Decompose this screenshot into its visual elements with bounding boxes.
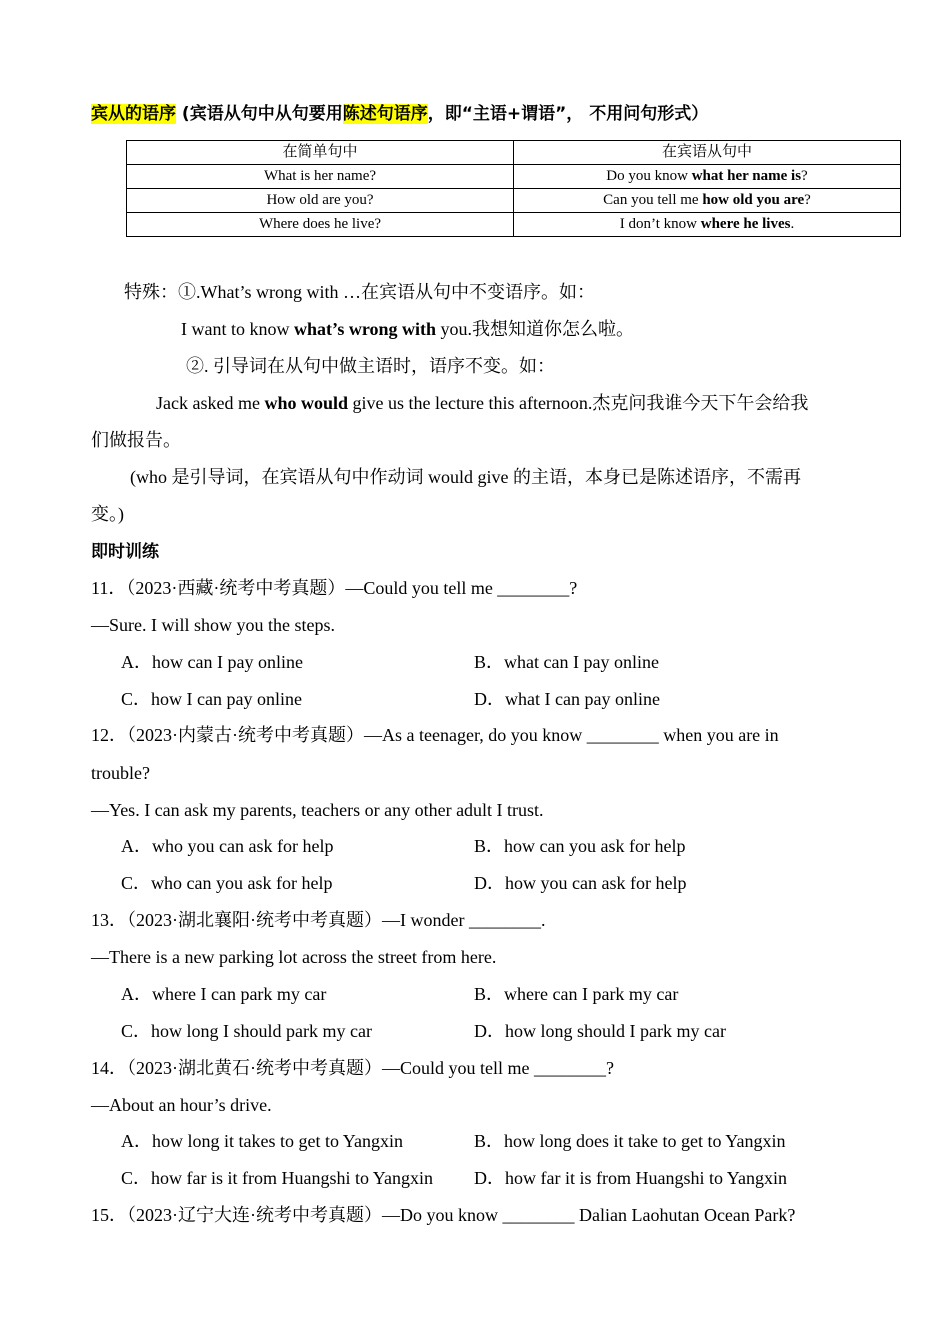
example-text: Jack asked me	[156, 393, 265, 413]
table-row	[127, 189, 901, 213]
option-b[interactable]: B．how can you ask for help	[474, 836, 686, 856]
table-row	[127, 165, 901, 189]
cell-text: Do you know	[606, 168, 692, 184]
table-cell-clause	[514, 213, 901, 237]
heading-text-2: ，即“主语+谓语”， 不用问句形式）	[427, 104, 709, 124]
heading-highlight-2: 陈述句语序	[342, 104, 428, 124]
cell-text: .	[790, 216, 795, 232]
question-stem: 13．（2023·湖北襄阳·统考中考真题）—I wonder ________.	[91, 910, 546, 930]
question-stem-cont: trouble?	[91, 763, 150, 783]
question-stem: 11．（2023·西藏·统考中考真题）—Could you tell me ________?	[91, 578, 578, 598]
heading-text-1: (宾语从句中从句要用	[176, 104, 343, 124]
table-row	[127, 213, 901, 237]
cell-text: ?	[801, 168, 808, 184]
table-header-cell: 在宾语从句中	[514, 141, 901, 165]
option-d[interactable]: D．how you can ask for help	[474, 873, 687, 893]
example-2-cont: 们做报告。	[91, 430, 181, 450]
option-b[interactable]: B．where can I park my car	[474, 984, 679, 1004]
option-c[interactable]: C．how far is it from Huangshi to Yangxin	[121, 1168, 433, 1188]
option-c[interactable]: C．who can you ask for help	[121, 873, 333, 893]
question-reply: —There is a new parking lot across the street from here.	[91, 947, 497, 967]
option-b[interactable]: B．how long does it take to get to Yangxin	[474, 1131, 786, 1151]
table-header-cell: 在简单句中	[127, 141, 514, 165]
heading-highlight-1: 宾从的语序	[91, 104, 176, 124]
table-cell-clause	[514, 165, 901, 189]
option-d[interactable]: D．how long should I park my car	[474, 1021, 726, 1041]
table-cell-clause	[514, 189, 901, 213]
cell-bold-text: how old you are	[702, 192, 805, 208]
option-b[interactable]: B．what can I pay online	[474, 652, 659, 672]
example-2	[156, 391, 808, 415]
word-order-table	[126, 140, 901, 237]
explanation-note: (who 是引导词，在宾语从句中作动词 would give 的主语，本身已是陈述语序，不需再	[130, 467, 801, 487]
option-a[interactable]: A．where I can park my car	[121, 984, 327, 1004]
explanation-note-cont: 变。)	[91, 504, 124, 524]
section-title: 即时训练	[91, 542, 159, 562]
example-bold: what’s wrong with	[293, 319, 436, 339]
table-cell-simple: How old are you?	[127, 189, 514, 213]
table-cell-simple: Where does he live?	[127, 213, 514, 237]
cell-text: Can you tell me	[603, 192, 703, 208]
example-bold: who would	[264, 393, 348, 413]
special-note-2: ②. 引导词在从句中做主语时，语序不变。如：	[186, 356, 555, 376]
question-reply: —About an hour’s drive.	[91, 1095, 272, 1115]
option-d[interactable]: D．what I can pay online	[474, 689, 660, 709]
option-a[interactable]: A．how can I pay online	[121, 652, 303, 672]
grammar-heading	[91, 102, 708, 126]
table-cell-simple: What is her name?	[127, 165, 514, 189]
question-stem: 14．（2023·湖北黄石·统考中考真题）—Could you tell me ________?	[91, 1058, 614, 1078]
example-text: you.我想知道你怎么啦。	[436, 319, 634, 339]
option-c[interactable]: C．how long I should park my car	[121, 1021, 372, 1041]
question-reply: —Yes. I can ask my parents, teachers or any other adult I trust.	[91, 800, 544, 820]
cell-bold-text: what her name is	[691, 168, 802, 184]
option-a[interactable]: A．how long it takes to get to Yangxin	[121, 1131, 403, 1151]
question-reply: —Sure. I will show you the steps.	[91, 615, 335, 635]
question-stem: 15．（2023·辽宁大连·统考中考真题）—Do you know ________ Dalian Laohutan Ocean Park?	[91, 1205, 796, 1225]
cell-text: I don’t know	[619, 216, 701, 232]
special-note-1: 特殊：①.What’s wrong with …在宾语从句中不变语序。如：	[124, 282, 595, 302]
option-d[interactable]: D．how far it is from Huangshi to Yangxin	[474, 1168, 787, 1188]
question-stem: 12．（2023·内蒙古·统考中考真题）—As a teenager, do you know ________ when you are in	[91, 725, 779, 745]
cell-text: ?	[804, 192, 811, 208]
cell-bold-text: where he lives	[700, 216, 791, 232]
table-header-row	[127, 141, 901, 165]
option-c[interactable]: C．how I can pay online	[121, 689, 302, 709]
example-text: give us the lecture this afternoon.杰克问我谁今天下午会给我	[348, 393, 809, 413]
example-text: I want to know	[181, 319, 294, 339]
option-a[interactable]: A．who you can ask for help	[121, 836, 334, 856]
example-1	[181, 317, 634, 341]
